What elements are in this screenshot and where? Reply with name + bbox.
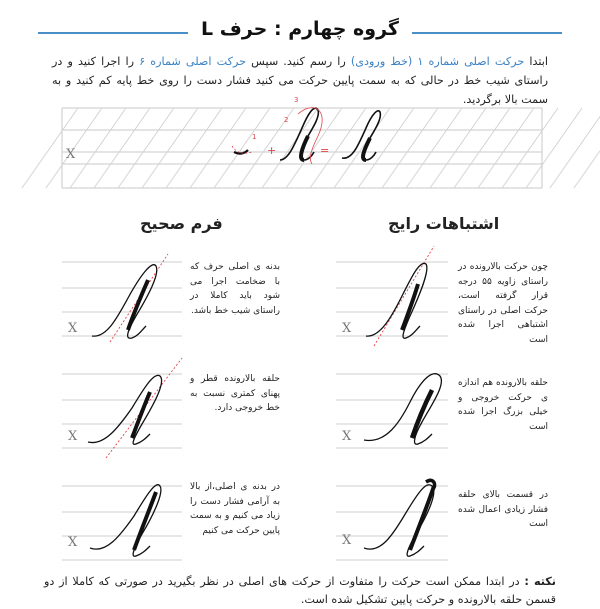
mistake-example bbox=[336, 474, 556, 570]
correct-example bbox=[62, 362, 282, 458]
slant-guide-line bbox=[70, 108, 126, 188]
finished-letter-l bbox=[342, 111, 380, 160]
intro-text-2: را رسم کنید. سپس bbox=[246, 55, 351, 68]
intro-text-3: را اجرا کنید و در راستای شیب خط در حالی که به سمت پایین حرکت می کنید فشار دست را روی خط پایه کم کنید و به سمت بالا برگردید. bbox=[52, 55, 548, 106]
slant-guide-line bbox=[406, 108, 462, 188]
slant-guide-line bbox=[310, 108, 366, 188]
slant-guide-line bbox=[214, 108, 270, 188]
slant-guide-line bbox=[430, 108, 486, 188]
slant-guide-line bbox=[142, 108, 198, 188]
slant-guide-line bbox=[286, 108, 342, 188]
x-mark: X bbox=[68, 321, 78, 336]
slant-guide-line bbox=[454, 108, 510, 188]
correct-example bbox=[62, 250, 282, 346]
practice-x-mark: X bbox=[66, 147, 76, 162]
x-mark: X bbox=[68, 429, 78, 444]
correct-example bbox=[62, 474, 282, 570]
correct-example-text: در بدنه ی اصلی،از بالا به آرامی فشار دست را زیاد می کنیم و به سمت پایین حرکت می کنیم bbox=[190, 482, 280, 536]
correct-example-text: بدنه ی اصلی حرف که با ضخامت اجرا می شود باید کاملا در راستای شیب خط باشد. bbox=[190, 262, 280, 316]
slant-guide-line bbox=[94, 108, 150, 188]
x-mark: X bbox=[68, 535, 78, 550]
correct-example-figure bbox=[62, 474, 182, 570]
common-mistakes-title: اشتباهات رایج bbox=[388, 214, 500, 233]
mistake-example-text: در قسمت بالای حلقه فشار زیادی اعمال شده است bbox=[458, 490, 548, 529]
letter-l-downstroke bbox=[301, 136, 308, 160]
step-number-1: 1 bbox=[252, 133, 257, 141]
intro-paragraph bbox=[52, 52, 548, 109]
mistake-example-text: حلقه بالارونده هم اندازه ی حرکت خروجی و خیلی بزرگ اجرا شده است bbox=[458, 378, 548, 432]
slant-guide-line bbox=[526, 108, 582, 188]
practice-slant-lines bbox=[22, 108, 600, 188]
x-mark: X bbox=[342, 533, 352, 548]
correct-examples-column bbox=[62, 250, 282, 570]
header-rule-right bbox=[412, 32, 562, 34]
intro-highlight-2: حرکت اصلی شماره ۶ bbox=[139, 55, 247, 68]
header-rule-left bbox=[38, 32, 188, 34]
correct-example-figure bbox=[62, 250, 182, 346]
slant-guide-line bbox=[478, 108, 534, 188]
note-paragraph bbox=[44, 573, 556, 609]
slant-guide-line bbox=[334, 108, 390, 188]
intro-highlight-1: حرکت اصلی شماره ۱ (خط ورودی) bbox=[350, 55, 525, 68]
note-text: در ابتدا ممکن است حرکت را متفاوت از حرکت های اصلی در نظر بگیرید در صورتی که کاملا از دو قسمن حلقه بالارونده و حرکت پایین تشکیل شده است. bbox=[44, 575, 556, 606]
page-header bbox=[38, 18, 562, 48]
mistake-example-text: چون حرکت بالارونده در راستای زاویه ۵۵ درجه قرار گرفته است، حرکت اصلی در راستای اشتباهی اجرا شده است bbox=[458, 262, 548, 345]
mistake-example-figure bbox=[336, 250, 448, 346]
slant-guide-line bbox=[190, 108, 246, 188]
slant-guide-line bbox=[382, 108, 438, 188]
slant-guide-line bbox=[118, 108, 174, 188]
correct-form-title: فرم صحیح bbox=[140, 214, 223, 233]
step-number-2: 2 bbox=[284, 116, 289, 124]
finished-letter-l-downstroke bbox=[363, 138, 370, 160]
x-mark: X bbox=[342, 429, 352, 444]
page-title: گروه چهارم : حرف L bbox=[201, 18, 399, 40]
equals-sign: = bbox=[320, 144, 330, 157]
mistake-example-figure bbox=[336, 474, 448, 570]
intro-text-1: ابتدا bbox=[524, 55, 548, 68]
plus-sign: + bbox=[267, 144, 277, 157]
correct-example-text: حلقه بالارونده قطر و پهنای کمتری نسبت به خط خروجی دارد. bbox=[190, 374, 280, 413]
note-label: نکته : bbox=[524, 575, 556, 588]
step-number-3: 3 bbox=[294, 96, 299, 104]
mistake-example-figure bbox=[336, 362, 448, 458]
slant-guide-line bbox=[550, 108, 600, 188]
mistake-examples-column bbox=[336, 250, 556, 570]
mistake-example bbox=[336, 250, 556, 346]
x-mark: X bbox=[342, 321, 352, 336]
slant-guide-line bbox=[166, 108, 222, 188]
correct-example-figure bbox=[62, 362, 182, 458]
mistake-example bbox=[336, 362, 556, 458]
practice-guide-strip bbox=[62, 96, 542, 190]
slant-guide-line bbox=[502, 108, 558, 188]
